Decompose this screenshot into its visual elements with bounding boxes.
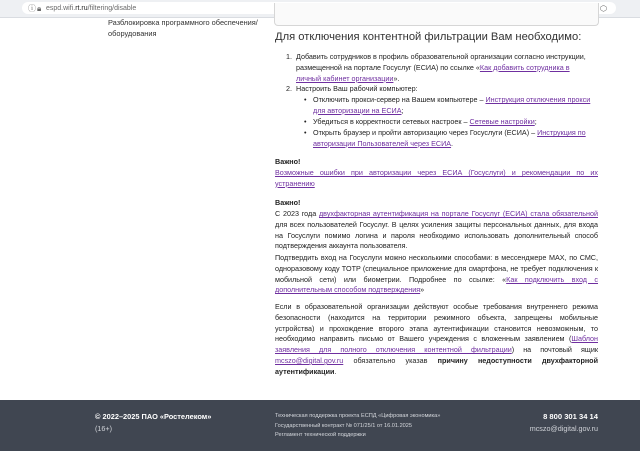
bullet: • — [304, 117, 307, 126]
important-block-1 — [275, 168, 598, 190]
step-number: 2. — [286, 84, 292, 93]
login-methods-paragraph: Подтвердить вход на Госуслуги можно несколькими способами: в мессенджере MAX, по СМС, одноразовому коду TOTP (специальное приложение для смартфона, не требует подключения к мобильной сети) или биометрии. Подробнее по ссылке: «Как подключить вход с дополнительным способом подтверждения» — [275, 253, 598, 295]
step-2: Настроить Ваш рабочий компьютер: — [296, 84, 418, 93]
step-number: 1. — [286, 52, 292, 61]
extensions-icon[interactable]: ⬡ — [600, 4, 607, 13]
bullet: • — [304, 95, 307, 104]
network-settings-link[interactable]: Сетевые настройки — [469, 117, 535, 126]
step-1: Добавить сотрудников в профиль образовательной организации согласно инструкции, размещенной на портале Госуслуг (ЕСИА) по ссылке «Как добавить сотрудника в личный кабинет организации». — [296, 52, 586, 83]
footer-support-project: Техническая поддержка проекта ЕСПД «Цифровая экономика» — [275, 413, 441, 419]
reason-emphasis: причину недоступности двухфакторной аутентификации — [275, 355, 598, 376]
substep-network: Убедиться в корректности сетевых настроек – Сетевые настройки; — [313, 117, 537, 126]
footer-support-info — [275, 412, 440, 441]
footer-phone[interactable]: 8 800 301 34 14 — [543, 412, 598, 421]
page-info-icon[interactable]: ⓘ — [28, 4, 36, 13]
security-regime-paragraph: Если в образовательной организации действуют особые требования внутреннего режима безопасности (находится на территории режимного объекта, запрещены мобильные устройства) и прохождение второго этапа аутентификации становится невозможным, то необходимо направить письмо от Вашего учреждения с вложенным заявлением (Шаблон заявления для полного отключения контентной фильтрации) на почтовый ящик mcszo@digital.gov.ru обязательно указав причину недоступности двухфакторной аутентификации. — [275, 302, 598, 376]
substep-proxy: Отключить прокси-сервер на Вашем компьютере – Инструкция отключения прокси для авторизации на ЕСИА; — [313, 95, 591, 115]
lock-icon: 🔒︎ — [37, 4, 42, 13]
accordion-item-previous[interactable] — [274, 3, 599, 26]
page-title: Для отключения контентной фильтрации Вам необходимо: — [275, 31, 582, 43]
auth-instruction-link[interactable]: Инструкция по авторизации Пользователей через ЕСИА — [313, 128, 586, 148]
footer — [0, 400, 640, 451]
bullet: • — [304, 128, 307, 137]
footer-contract: Государственный контракт № 071/25/1 от 16.01.2025 — [275, 422, 413, 429]
connect-2fa-link[interactable]: Как подключить вход с дополнительным способом подтверждения — [275, 274, 598, 295]
proxy-instruction-link[interactable]: Инструкция отключения прокси для авторизации на ЕСИА — [313, 95, 591, 115]
add-employee-link[interactable]: Как добавить сотрудника в личный кабинет организации — [296, 62, 570, 83]
footer-regulation-link[interactable]: Регламент технической поддержки — [275, 432, 366, 439]
substep-auth: Открыть браузер и пройти авторизацию через Госуслуги (ЕСИА) – Инструкция по авторизации Пользователей через ЕСИА. — [313, 128, 586, 148]
mcszo-email-link[interactable]: mcszo@digital.gov.ru — [275, 355, 344, 365]
important-title: Важно! — [275, 198, 301, 207]
application-template-link[interactable]: Шаблон заявления для полного отключения контентной фильтрации — [275, 334, 598, 355]
footer-age-rating: (16+) — [95, 424, 112, 433]
footer-copyright: © 2022–2025 ПАО «Ростелеком» — [95, 412, 212, 421]
esia-errors-link[interactable]: Возможные ошибки при авторизации через ЕСИА (Госуслуги) и рекомендации по их устранению — [275, 168, 598, 188]
footer-email[interactable]: mcszo@digital.gov.ru — [529, 424, 598, 433]
sidebar-item-unblock-software[interactable]: Разблокировка программного обеспечения/оборудования — [108, 18, 258, 38]
two-factor-link[interactable]: двухфакторная аутентификация на портале Госуслуг (ЕСИА) стала обязательной — [318, 209, 598, 218]
important-title: Важно! — [275, 157, 301, 166]
url-text[interactable]: espd.wifi.rt.ru/filtering/disable — [46, 5, 137, 12]
two-factor-paragraph: С 2023 года двухфакторная аутентификация на портале Госуслуг (ЕСИА) стала обязательной для всех пользователей Госуслуг. В целях усиления защиты персональных данных, для входа на Госуслуги помимо логина и пароля необходимо использовать дополнительный способ подтверждения аккаунта пользователя. — [275, 209, 598, 251]
